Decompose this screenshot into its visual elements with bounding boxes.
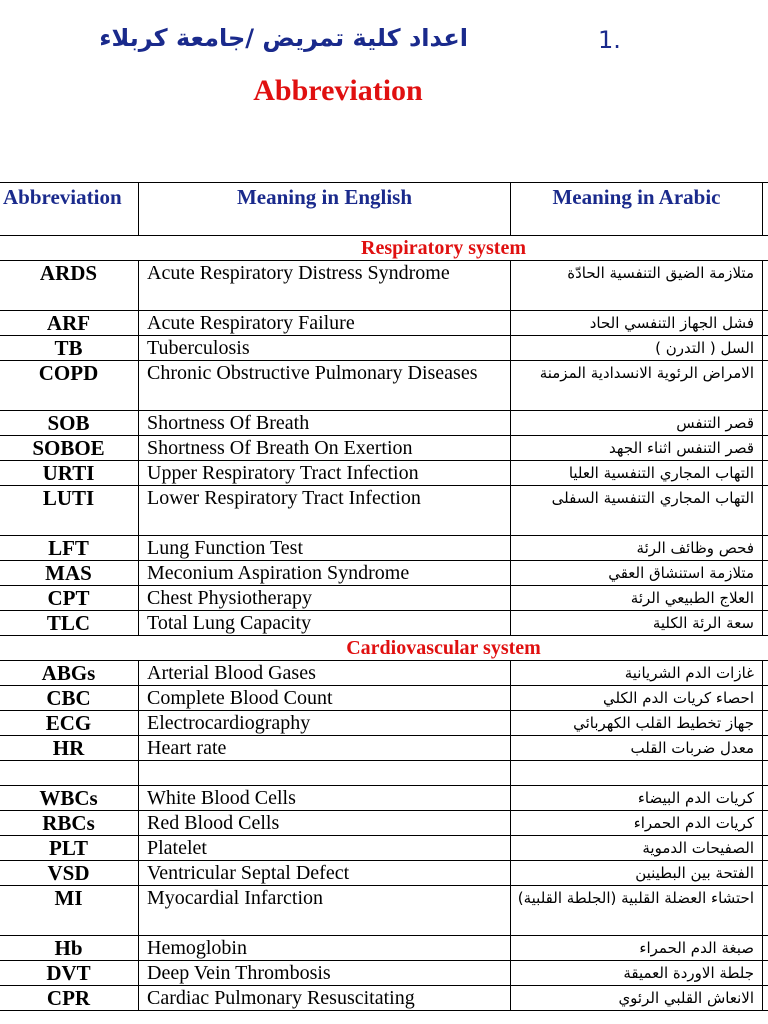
abbreviation-cell: MI bbox=[0, 886, 139, 936]
section-heading: Respiratory system bbox=[0, 236, 768, 261]
column-header-spacer bbox=[763, 183, 768, 236]
page-header bbox=[0, 24, 768, 60]
spacer-cell bbox=[763, 686, 768, 711]
table-row bbox=[0, 836, 768, 861]
spacer-cell bbox=[763, 961, 768, 986]
header-arabic-title: اعداد كلية تمريض /جامعة كربلاء bbox=[99, 24, 468, 52]
english-meaning-cell: Lung Function Test bbox=[139, 536, 511, 561]
spacer-cell bbox=[763, 861, 768, 886]
english-meaning-cell: Upper Respiratory Tract Infection bbox=[139, 461, 511, 486]
arabic-meaning-cell: جهاز تخطيط القلب الكهربائي bbox=[511, 711, 763, 736]
abbreviation-cell: CPT bbox=[0, 586, 139, 611]
abbreviation-cell: RBCs bbox=[0, 811, 139, 836]
english-meaning-cell: Red Blood Cells bbox=[139, 811, 511, 836]
table-row bbox=[0, 336, 768, 361]
english-meaning-cell: Myocardial Infarction bbox=[139, 886, 511, 936]
section-row bbox=[0, 236, 768, 261]
table-row bbox=[0, 436, 768, 461]
table-row bbox=[0, 811, 768, 836]
table-row bbox=[0, 711, 768, 736]
spacer-cell bbox=[763, 811, 768, 836]
arabic-meaning-cell: فشل الجهاز التنفسي الحاد bbox=[511, 311, 763, 336]
arabic-meaning-cell: التهاب المجاري التنفسية العليا bbox=[511, 461, 763, 486]
table-row bbox=[0, 536, 768, 561]
english-meaning-cell: Meconium Aspiration Syndrome bbox=[139, 561, 511, 586]
abbreviation-cell: DVT bbox=[0, 961, 139, 986]
table-body bbox=[0, 236, 768, 1011]
english-meaning-cell: Total Lung Capacity bbox=[139, 611, 511, 636]
abbreviation-cell: LUTI bbox=[0, 486, 139, 536]
english-meaning-cell: Tuberculosis bbox=[139, 336, 511, 361]
english-meaning-cell: Shortness Of Breath On Exertion bbox=[139, 436, 511, 461]
table-row bbox=[0, 986, 768, 1011]
arabic-meaning-cell: الصفيحات الدموية bbox=[511, 836, 763, 861]
table-row bbox=[0, 886, 768, 936]
arabic-meaning-cell: صبغة الدم الحمراء bbox=[511, 936, 763, 961]
english-meaning-cell: Deep Vein Thrombosis bbox=[139, 961, 511, 986]
spacer-cell bbox=[763, 586, 768, 611]
arabic-meaning-cell: السل ( التدرن ) bbox=[511, 336, 763, 361]
arabic-meaning-cell: قصر التنفس bbox=[511, 411, 763, 436]
spacer-cell bbox=[763, 936, 768, 961]
english-meaning-cell: Hemoglobin bbox=[139, 936, 511, 961]
english-meaning-cell: Complete Blood Count bbox=[139, 686, 511, 711]
english-meaning-cell: Shortness Of Breath bbox=[139, 411, 511, 436]
abbreviation-cell: ARF bbox=[0, 311, 139, 336]
column-header-abbreviation: Abbreviation bbox=[0, 183, 139, 236]
english-meaning-cell: Electrocardiography bbox=[139, 711, 511, 736]
arabic-meaning-cell: متلازمة الضيق التنفسية الحادّة bbox=[511, 261, 763, 311]
arabic-meaning-cell: معدل ضربات القلب bbox=[511, 736, 763, 761]
spacer-cell bbox=[763, 536, 768, 561]
arabic-meaning-cell: قصر التنفس اثناء الجهد bbox=[511, 436, 763, 461]
spacer-cell bbox=[763, 986, 768, 1011]
table-row bbox=[0, 936, 768, 961]
abbreviation-cell: SOBOE bbox=[0, 436, 139, 461]
abbreviation-cell: TB bbox=[0, 336, 139, 361]
spacer-cell bbox=[763, 461, 768, 486]
table-header-row bbox=[0, 183, 768, 236]
spacer-cell bbox=[763, 836, 768, 861]
arabic-meaning-cell: احصاء كريات الدم الكلي bbox=[511, 686, 763, 711]
table-row bbox=[0, 661, 768, 686]
arabic-meaning-cell: الامراض الرئوية الانسدادية المزمنة bbox=[511, 361, 763, 411]
abbreviation-cell: WBCs bbox=[0, 786, 139, 811]
empty-cell bbox=[0, 761, 139, 786]
spacer-cell bbox=[763, 711, 768, 736]
spacer-cell bbox=[763, 786, 768, 811]
spacer-cell bbox=[763, 561, 768, 586]
english-meaning-cell: Chronic Obstructive Pulmonary Diseases bbox=[139, 361, 511, 411]
abbreviation-cell: ARDS bbox=[0, 261, 139, 311]
abbreviation-cell: LFT bbox=[0, 536, 139, 561]
blank-row bbox=[0, 761, 768, 786]
table-row bbox=[0, 261, 768, 311]
english-meaning-cell: Cardiac Pulmonary Resuscitating bbox=[139, 986, 511, 1011]
abbreviation-cell: SOB bbox=[0, 411, 139, 436]
table-row bbox=[0, 611, 768, 636]
abbreviation-cell: MAS bbox=[0, 561, 139, 586]
document-title: Abbreviation bbox=[253, 74, 423, 107]
abbreviation-cell: PLT bbox=[0, 836, 139, 861]
spacer-cell bbox=[763, 886, 768, 936]
empty-cell bbox=[511, 761, 763, 786]
english-meaning-cell: Platelet bbox=[139, 836, 511, 861]
spacer-cell bbox=[763, 261, 768, 311]
table-row bbox=[0, 461, 768, 486]
table-row bbox=[0, 686, 768, 711]
arabic-meaning-cell: متلازمة استنشاق العقي bbox=[511, 561, 763, 586]
table-row bbox=[0, 411, 768, 436]
english-meaning-cell: Chest Physiotherapy bbox=[139, 586, 511, 611]
abbreviation-cell: ECG bbox=[0, 711, 139, 736]
arabic-meaning-cell: احتشاء العضلة القلبية (الجلطة القلبية) bbox=[511, 886, 763, 936]
abbreviation-table bbox=[0, 182, 768, 1011]
arabic-meaning-cell: سعة الرئة الكلية bbox=[511, 611, 763, 636]
table-row bbox=[0, 861, 768, 886]
empty-cell bbox=[763, 761, 768, 786]
table-row bbox=[0, 361, 768, 411]
english-meaning-cell: Acute Respiratory Failure bbox=[139, 311, 511, 336]
abbreviation-cell: HR bbox=[0, 736, 139, 761]
arabic-meaning-cell: الانعاش القلبي الرئوي bbox=[511, 986, 763, 1011]
table-row bbox=[0, 486, 768, 536]
table-row bbox=[0, 786, 768, 811]
arabic-meaning-cell: التهاب المجاري التنفسية السفلى bbox=[511, 486, 763, 536]
empty-cell bbox=[139, 761, 511, 786]
arabic-meaning-cell: الفتحة بين البطينين bbox=[511, 861, 763, 886]
abbreviation-cell: CBC bbox=[0, 686, 139, 711]
spacer-cell bbox=[763, 411, 768, 436]
abbreviation-cell: Hb bbox=[0, 936, 139, 961]
english-meaning-cell: Ventricular Septal Defect bbox=[139, 861, 511, 886]
table-row bbox=[0, 736, 768, 761]
spacer-cell bbox=[763, 611, 768, 636]
arabic-meaning-cell: فحص وظائف الرئة bbox=[511, 536, 763, 561]
spacer-cell bbox=[763, 661, 768, 686]
spacer-cell bbox=[763, 361, 768, 411]
english-meaning-cell: White Blood Cells bbox=[139, 786, 511, 811]
english-meaning-cell: Arterial Blood Gases bbox=[139, 661, 511, 686]
english-meaning-cell: Acute Respiratory Distress Syndrome bbox=[139, 261, 511, 311]
abbreviation-cell: ABGs bbox=[0, 661, 139, 686]
header-number: 1. bbox=[598, 26, 621, 54]
arabic-meaning-cell: غازات الدم الشريانية bbox=[511, 661, 763, 686]
table-row bbox=[0, 561, 768, 586]
abbreviation-cell: CPR bbox=[0, 986, 139, 1011]
spacer-cell bbox=[763, 436, 768, 461]
section-heading: Cardiovascular system bbox=[0, 636, 768, 661]
arabic-meaning-cell: كريات الدم البيضاء bbox=[511, 786, 763, 811]
column-header-english: Meaning in English bbox=[139, 183, 511, 236]
spacer-cell bbox=[763, 336, 768, 361]
arabic-meaning-cell: العلاج الطبيعي الرئة bbox=[511, 586, 763, 611]
english-meaning-cell: Heart rate bbox=[139, 736, 511, 761]
table-row bbox=[0, 961, 768, 986]
table-row bbox=[0, 311, 768, 336]
arabic-meaning-cell: كريات الدم الحمراء bbox=[511, 811, 763, 836]
section-row bbox=[0, 636, 768, 661]
table-row bbox=[0, 586, 768, 611]
spacer-cell bbox=[763, 311, 768, 336]
spacer-cell bbox=[763, 736, 768, 761]
abbreviation-cell: VSD bbox=[0, 861, 139, 886]
abbreviation-cell: COPD bbox=[0, 361, 139, 411]
english-meaning-cell: Lower Respiratory Tract Infection bbox=[139, 486, 511, 536]
column-header-arabic: Meaning in Arabic bbox=[511, 183, 763, 236]
spacer-cell bbox=[763, 486, 768, 536]
abbreviation-cell: TLC bbox=[0, 611, 139, 636]
arabic-meaning-cell: جلطة الاوردة العميقة bbox=[511, 961, 763, 986]
abbreviation-cell: URTI bbox=[0, 461, 139, 486]
